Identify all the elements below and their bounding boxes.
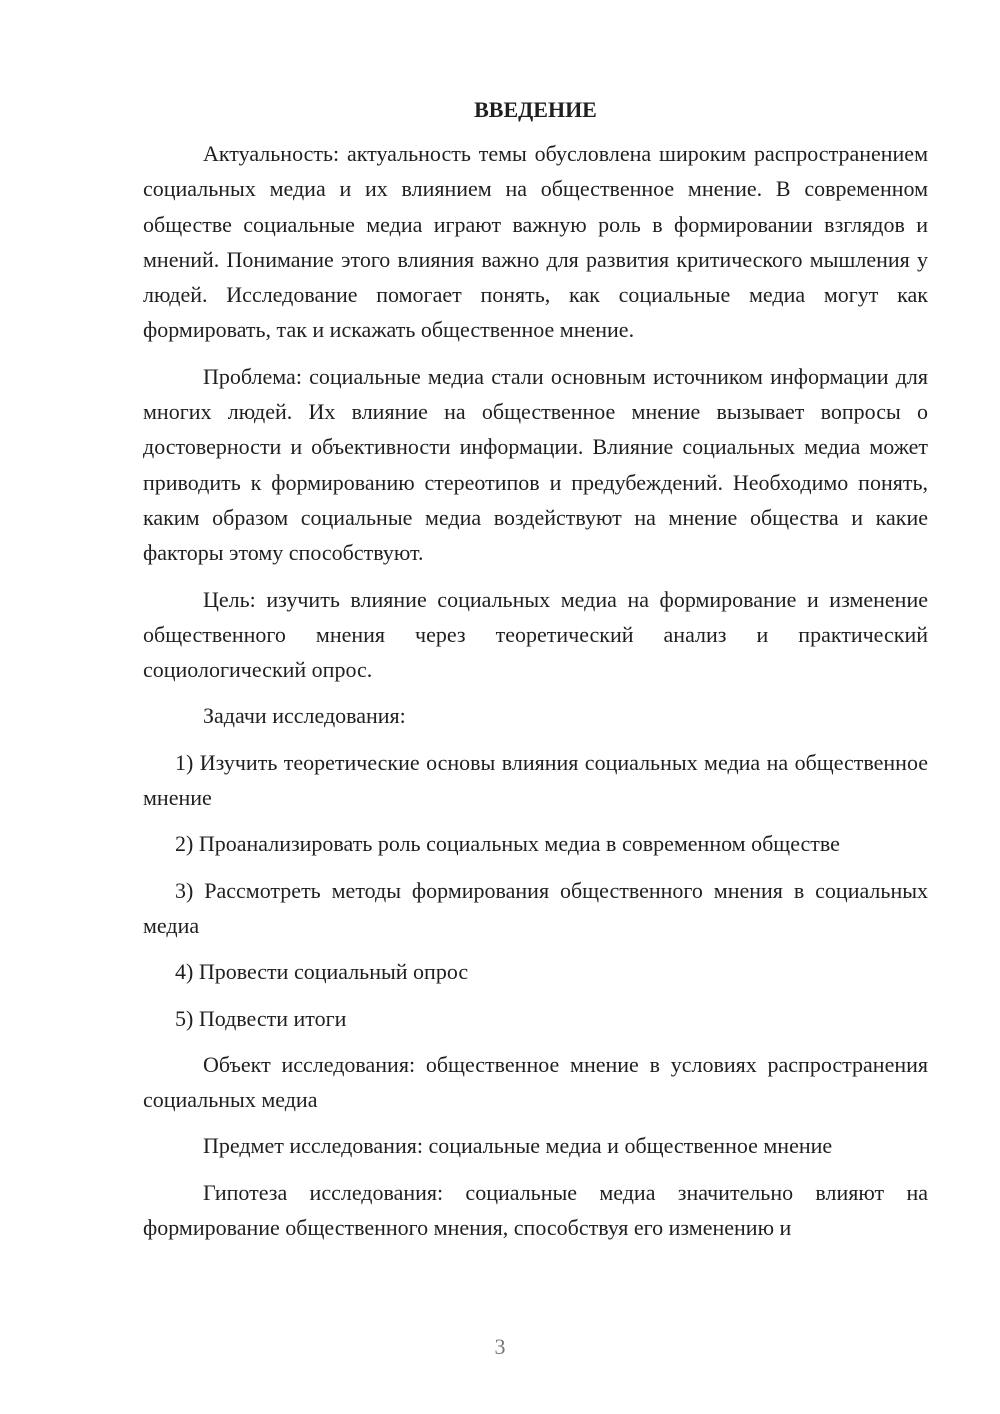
paragraph-relevance: Актуальность: актуальность темы обусловлена широким распространением социальных медиа и их влиянием на общественное мнение. В современном обществе социальные медиа играют важную роль в формировании взглядов и мнений. Понимание этого влияния важно для развития критического мышления у людей. Исследование помогает понять, как социальные медиа могут как формировать, так и искажать общественное мнение. [143, 141, 928, 343]
task-item-5: 5) Подвести итоги [175, 1005, 347, 1031]
paragraph-problem: Проблема: социальные медиа стали основным источником информации для многих людей. Их влияние на общественное мнение вызывает вопросы о достоверности и объективности информации. Влияние социальных медиа может приводить к формированию стереотипов и предубеждений. Необходимо понять, каким образом социальные медиа воздействуют на мнение общества и какие факторы этому способствуют. [143, 363, 928, 566]
page-number: 3 [494, 1334, 506, 1359]
paragraph-tasks-heading: Задачи исследования: [203, 703, 406, 729]
page-heading: ВВЕДЕНИЕ [474, 97, 597, 122]
page-content [143, 92, 928, 1256]
paragraph-object: Объект исследования: общественное мнение в условиях распространения социальных медиа [143, 1051, 928, 1113]
paragraph-subject: Предмет исследования: социальные медиа и общественное мнение [203, 1133, 833, 1159]
paragraph-hypothesis: Гипотеза исследования: социальные медиа значительно влияют на формирование общественного мнения, способствуя его изменению и [143, 1179, 928, 1241]
task-item-2: 2) Проанализировать роль социальных медиа в современном обществе [175, 831, 840, 857]
task-item-4: 4) Провести социальный опрос [175, 959, 469, 985]
paragraph-goal: Цель: изучить влияние социальных медиа на формирование и изменение общественного мнения через теоретический анализ и практический социологический опрос. [143, 586, 928, 683]
task-item-3: 3) Рассмотреть методы формирования общественного мнения в социальных медиа [143, 877, 928, 938]
task-item-1: 1) Изучить теоретические основы влияния социальных медиа на общественное мнение [143, 749, 928, 811]
